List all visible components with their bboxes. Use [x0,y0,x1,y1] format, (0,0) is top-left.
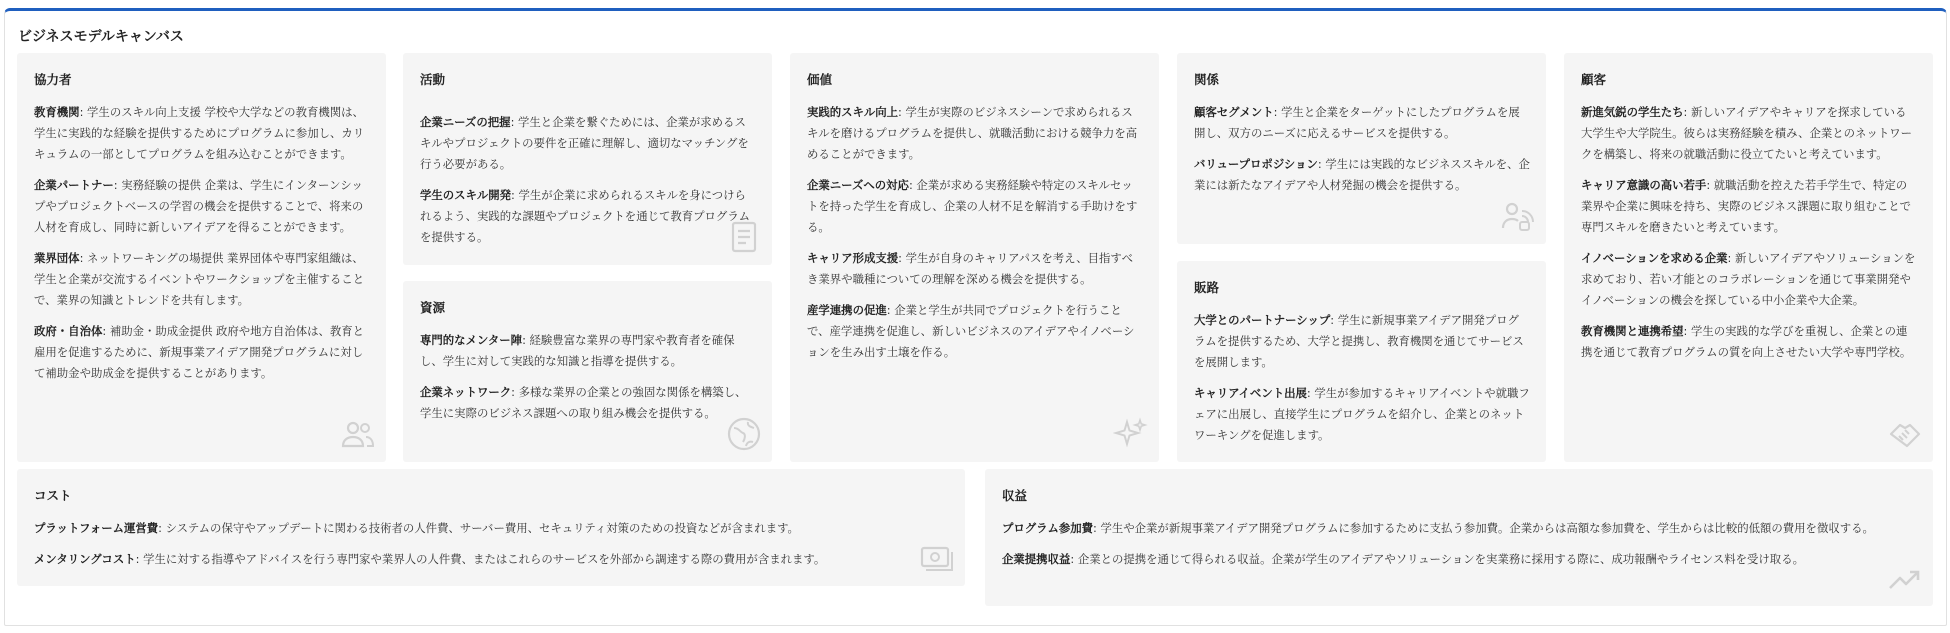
item-key: 企業提携収益 [1002,552,1071,566]
card-heading: 資源 [420,300,446,315]
item-text: : 学生が参加するキャリアイベントや就職フェアに出展し、直接学生にプログラムを紹介し、企業とのネットワーキングを促進します。 [1194,386,1530,442]
list-item [34,175,370,238]
item-key: 企業パートナー [34,178,114,192]
item-text: : 新しいアイデアやキャリアを探求している大学生や大学院生。彼らは実務経験を積み、企業とのネットワークを構築し、将来の就職活動に役立てたいと考えています。 [1581,105,1913,161]
list-item [1194,154,1530,196]
item-key: プログラム参加費 [1002,521,1094,535]
item-text: : 学生と企業を繋ぐためには、企業が求めるスキルやプロジェクトの要件を正確に理解し、適切なマッチングを行う必要がある。 [420,115,749,171]
item-text: : 学生に対する指導やアドバイスを行う専門家や業界人の人件費、またはこれらのサービスを外部から調達する際の費用が含まれます。 [135,552,826,566]
card-heading: 顧客 [1581,72,1607,87]
card-relationships [1177,53,1546,244]
item-text: : 企業と学生が共同でプロジェクトを行うことで、産学連携を促進し、新しいビジネスのアイデアやイノベーションを生み出す土壌を作る。 [807,303,1135,359]
list-item [420,330,756,372]
sparkle-icon [1113,416,1149,452]
list-item [807,300,1143,363]
list-item [34,518,949,539]
list-item [1581,248,1917,311]
item-text: : 学生が自身のキャリアパスを考え、目指すべき業界や職種についての理解を深める機会を提供する。 [807,251,1133,286]
handshake-icon [1887,416,1923,452]
item-text: : 実務経験の提供 企業は、学生にインターンシップやプロジェクトベースの学習の機会を提供することで、将来の人材を育成し、同時に新しいアイデアを得ることができます。 [34,178,364,234]
card-heading: 協力者 [34,72,72,87]
support-icon [1500,198,1536,234]
list-item [1581,321,1917,363]
item-text: : 新しいアイデアやソリューションを求めており、若い才能とのコラボレーションを通じて事業開発やイノベーションの機会を探している中小企業や大企業。 [1581,251,1916,307]
card-value-proposition [790,53,1159,462]
list-item [1194,102,1530,144]
list-item [807,175,1143,238]
trending-up-icon [1887,560,1923,596]
item-key: 大学とのパートナーシップ [1194,313,1331,327]
people-icon [340,416,376,452]
list-item [807,248,1143,290]
item-key: 教育機関 [34,105,80,119]
card-customer-segments [1564,53,1933,462]
item-key: 業界団体 [34,251,80,265]
list-item [34,549,949,570]
list-item [1002,549,1917,570]
card-revenue-streams [985,469,1933,606]
item-text: : 経験豊富な業界の専門家や教育者を確保し、学生に対して実践的な知識と指導を提供する。 [420,333,735,368]
card-heading: 関係 [1194,72,1220,87]
item-text: : 学生のスキル向上支援 学校や大学などの教育機関は、学生に実践的な経験を提供するためにプログラムに参加し、カリキュラムの一部としてプログラムを組み込むことができます。 [34,105,365,161]
card-heading: 収益 [1002,488,1028,503]
document-icon [726,219,762,255]
list-item [1581,175,1917,238]
item-key: 企業ニーズの把握 [420,115,511,129]
list-item [1002,518,1917,539]
item-key: イノベーションを求める企業 [1581,251,1728,265]
item-text: : システムの保守やアップデートに関わる技術者の人件費、サーバー費用、セキュリティ対策のための投資などが含まれます。 [158,521,799,535]
money-icon [919,540,955,576]
card-heading: 販路 [1194,280,1220,295]
item-text: : 学生が企業に求められるスキルを身につけられるよう、実践的な課題やプロジェクトを通じて教育プログラムを提供する。 [420,188,750,244]
item-key: 実践的スキル向上 [807,105,899,119]
item-text: : 就職活動を控えた若手学生で、特定の業界や企業に興味を持ち、実際のビジネス課題に取り組むことで専門スキルを磨きたいと考えています。 [1581,178,1911,234]
item-key: 学生のスキル開発 [420,188,512,202]
item-text: : 学生の実践的な学びを重視し、企業との連携を通じて教育プログラムの質を向上させたい大学や専門学校。 [1581,324,1912,359]
card-activities [403,53,772,265]
item-key: 政府・自治体 [34,324,103,338]
item-text: : 学生に新規事業アイデア開発プログラムを提供するため、大学と提携し、教育機関を通じてサービスを展開します。 [1194,313,1524,369]
item-key: バリュープロポジション [1194,157,1318,171]
card-heading: 活動 [420,72,446,87]
list-item [1194,310,1530,373]
card-channels [1177,261,1546,462]
item-key: 企業ネットワーク [420,385,512,399]
card-partners [17,53,386,462]
item-key: 顧客セグメント [1194,105,1274,119]
item-key: 新進気鋭の学生たち [1581,105,1684,119]
list-item [807,102,1143,165]
item-text: : 企業が求める実務経験や特定のスキルセットを持った学生を育成し、企業の人材不足を解消する手助けをする。 [807,178,1138,234]
list-item [1194,383,1530,446]
item-key: キャリア形成支援 [807,251,899,265]
list-item [34,321,370,384]
card-heading: 価値 [807,72,833,87]
item-text: : 学生には実践的なビジネススキルを、企業には新たなアイデアや人材発掘の機会を提供する。 [1194,157,1530,192]
item-key: 専門的なメンター陣 [420,333,523,347]
item-key: キャリアイベント出展 [1194,386,1307,400]
list-item [34,102,370,165]
item-text: : ネットワーキングの場提供 業界団体や専門家組織は、学生と企業が交流するイベントやワークショップを主催することで、業界の知識とトレンドを共有します。 [34,251,365,307]
item-text: : 学生と企業をターゲットにしたプログラムを展開し、双方のニーズに応えるサービスを提供する。 [1194,105,1520,140]
item-key: プラットフォーム運営費 [34,521,159,535]
list-item [420,382,756,424]
item-text: : 補助金・助成金提供 政府や地方自治体は、教育と雇用を促進するために、新規事業アイデア開発プログラムに対して補助金や助成金を提供することがあります。 [34,324,365,380]
item-key: 教育機関と連携希望 [1581,324,1684,338]
item-key: キャリア意識の高い若手 [1581,178,1707,192]
globe-icon [726,416,762,452]
card-cost-structure [17,469,965,586]
list-item [1581,102,1917,165]
item-key: 企業ニーズへの対応 [807,178,909,192]
item-key: 産学連携の促進 [807,303,887,317]
page-title: ビジネスモデルキャンバス [18,29,184,45]
card-resources [403,281,772,462]
item-text: : 学生や企業が新規事業アイデア開発プログラムに参加するために支払う参加費。企業からは高額な参加費を、学生からは比較的低額の費用を徴収する。 [1093,521,1874,535]
list-item [34,248,370,311]
list-item [420,112,756,175]
item-key: メンタリングコスト [34,552,136,566]
item-text: : 企業との提携を通じて得られる収益。企業が学生のアイデアやソリューションを実業務に採用する際に、成功報酬やライセンス料を受け取る。 [1070,552,1804,566]
item-text: : 多様な業界の企業との強固な関係を構築し、学生に実際のビジネス課題への取り組み機会を提供する。 [420,385,747,420]
item-text: : 学生が実際のビジネスシーンで求められるスキルを磨けるプログラムを提供し、就職活動における競争力を高めることができます。 [807,105,1138,161]
card-heading: コスト [34,488,72,503]
list-item [420,185,756,248]
